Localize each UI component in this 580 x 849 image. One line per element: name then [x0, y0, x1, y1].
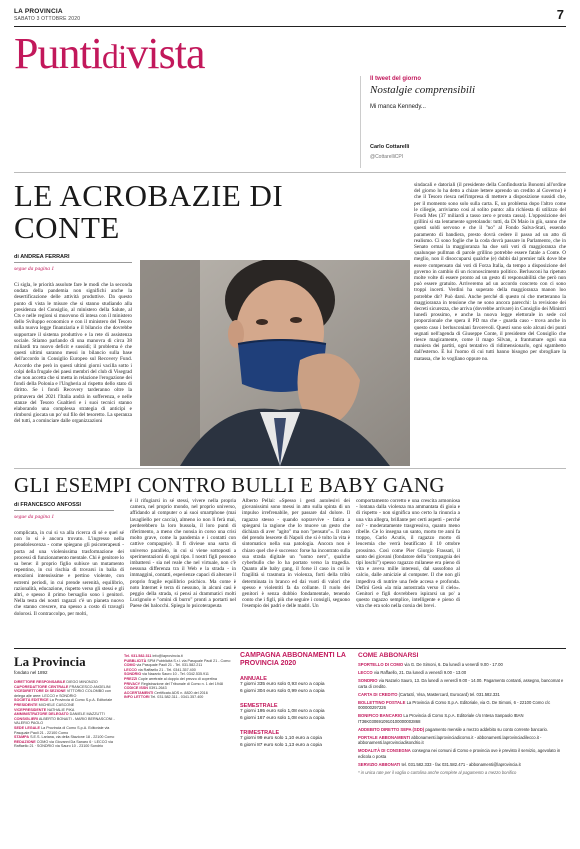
- main-article-author: di ANDREA FERRARI: [14, 254, 70, 260]
- tweet-bottom-rule: [14, 172, 566, 173]
- section-title-part2: di: [101, 39, 127, 76]
- how-item: MODALITÀ DI CONSEGNA consegna nei comuni di Como e provincia ove è previsto il servizio, agevolato in edicola o posta: [358, 748, 561, 759]
- how-item[interactable]: PORTALE ABBONAMENTI abbonamenti.laprovinciadicomo.it - abbonamenti.laprovinciadilecco.it - abbonamenti.laprovinciadisondrio.it: [358, 735, 542, 746]
- second-article-column-3: Alberto Pellai: «Spesso i gesti autolesivi dei giovanissimi sono messi in atto sulla spinta di un impulso irrefrenabile, per passare dal dolore. Il ragazzo stesso - quando sopravvive - fatica a spiegarsi la ragione che lo muove un gesto che dichiara di aver "agito" ma non "pensato"». Il caso del prendo lesecete di Napoli che si è tolto la vita è sintomatico nella sua patologia. Ancora non è chiaro quel che è successo: forse ha incontrato sulla sua strada digitale un "uomo nero", qualche cyberbullo che lo ha portato verso la tragedia. Quanto alle baby gang, il forse il caso in cui le fragilità si trasmuta in violenza, forti della tribù determinata in branco ed dai vuoti di valori che spesso e violentiti fa da collante. Il ruolo dei genitori è senza dubbio fondamentale, tenendo conto che i figli, più che seguire i consigli, seguono l'esempio dei padri e delle madri. Un: [242, 498, 350, 610]
- second-article-column-2: è il rifugiarsi in sé stessi, vivere nella propria camera, nel proprio mondo, nel proprio universo, affidando al computer o ai suoi smartphone (mai lavagliello per caccia), almeno io non li ferà mai, perderebbero la loro bussola, il loro punti di riferimento, a meno che nonsia in corso una crisi molto grave, come la pandemia e i contatti con cattive compagnie). Il fi divieue una sorta di universo parallelo, in cui si viene sottoposti a sperimentazioni di ogni tipo. I nostri figli possono imbattersi - sia nel reale che nel virtuale, non c'è nessuna differenza tra il Web e la strada - in immaggini, contatti, esperienze capaci di alterare il proprio fragile equilibrio psichico. Ma come è noto Internet è terra di nessuno, in alcuni casi è peggio della strada, si pensi ai drammatici molti Lucignolo e "omini di burro" pronti a portarti nel Paese dei balocchi. Spiega lo psicoterapeuta: [130, 498, 236, 610]
- contact-item: INFO LETTORI Tel. 031.582.311 - 0341.357.400: [124, 695, 204, 700]
- footer-contacts: [124, 654, 232, 700]
- second-article-column-4: comportamento corretto e una crescita armoniosa - lontana dalla violenza ma ammantata di gioia e di rispetto - non significa uno certo la rinuncia a una vita allegra, brillante per certi aspetti - perché no? - moderatamente trasgressiva, quanto meno ribelle. Ce lo insegna un santo, morto tre anni fa troppo, Carlo Acutis, il ragazzo morto di leucemia che verrà beatificato il 10 ottobre prossimo. Così come Pier Giorgio Frassati, il santo dei giovani (fondatore della "compagnia dei tipi loschi") spesso ragazzo milanese era pieno di vita e aveva mille interessi, dal sassofono al calcio, dalle amicizie al computer. Il che non gli impediva di nutrire una fede accesa e profonda. Definì Gesù «la mia autostrada verso il cielo». Genitori e figli dovrebbero ispirarsi un po' a questo ragazzo semplice, intelligente e pieno di vita che era solo nella corsia dei brevi.: [356, 498, 460, 610]
- subscription-quarter: TRIMESTRALE 7 giorni 99 euro solo 1,10 euro a copia 6 giorni 87 euro solo 1,13 euro a copia: [240, 730, 322, 748]
- imprint-item: STAMPA S.E.S. Lariana, via della Stazione 18 - 22100 Como: [14, 735, 115, 740]
- second-article-continue: segue da pagina 1: [14, 514, 55, 520]
- subscription-annual: ANNUALE 7 giorni 335 euro solo 0,93 euro a copia 6 giorni 304 euro solo 0,99 euro a copia: [240, 676, 325, 694]
- main-article-column-1: Ci sigla, le priorità assolute fare le modi che la seconda ondata della pandemia non significhi anche la desertificazione delle attività produttive. Da questo punto di vista le misure che si stanno studiando alla presidenza del Consiglio, al ministero della Salute, al Cts e nelle regioni si muovono di intesa con il ministero dello Sviluppo economico e con il ministero del Tesoro sulla nuova legge finanziaria e il bilancio che dovrebbe supportare il sistema produttivo e la rete di assistenza sociale. Stiamo parlando di una manovra di circa 38 miliardi tra nuovo deficit e sussidi; il problema è che questi ultimi saranno messi in bilancio sulla base dell'accordo in Consiglio Europeo sul Recovery Fund. Accordo che però in questi ultimi giorni vacilla sotto i colpi della frugale dei paesi membri del club di Visegrad che non accetta che si metta in relazione l'erogazione dei fondi della Polonia e l'Ungheria al rispetto dello stato di diritto. Se i fondi Recovery tarderanno oltre la primavera del 2021 l'Italia andrà in sofferenza, e nelle stanze del Tesoro Gualtieri e i suoi tecnici stanno elaborando una complessa strategia di anticipi e rimborsi giocata un po' sul filo del tesoretto. La speranza del tutti, a cominciare dalle organizzazioni: [14, 282, 132, 425]
- imprint-item: VICEPRESIDENTE NATHALIE PIKA: [14, 707, 75, 712]
- contact-item: Tel. 031.582.311 info@laprovincia.it: [124, 654, 183, 658]
- imprint-item: CONSIGLIERI ALBERTO BONAITI - MARIO BERNASCONI - VALERIO PAOLO: [14, 716, 115, 726]
- footer-logo: La Provincia: [14, 654, 86, 669]
- how-to-subscribe-title: COME ABBONARSI: [358, 652, 419, 659]
- subscription-title: CAMPAGNA ABBONAMENTI LA PROVINCIA 2020: [240, 652, 346, 667]
- top-rule: [14, 26, 566, 27]
- section-title-part1: Punti: [14, 29, 102, 78]
- main-author-rule: [14, 262, 132, 263]
- section-title-part3: vista: [126, 29, 205, 78]
- how-item: LECCO via Raffaello, 21. Da lunedì a venerdì 9.00 - 13.00: [358, 670, 467, 676]
- contact-item: ACCERTAMENTI Certificato ADS n. 8820 del 2016: [124, 690, 208, 695]
- how-note: * in unica rate per il vaglia o cartolina anche complete al pagamento a mezzo bonifico: [358, 770, 517, 776]
- second-article-title: GLI ESEMPI CONTRO BULLI E BABY GANG: [14, 473, 445, 497]
- how-item: SERVIZIO ABBONATI tel. 031.582.333 - fax 031.582.471 - abbonamenti@laprovincia.it: [358, 761, 521, 767]
- tweet-author: Carlo Cottarelli: [370, 144, 410, 150]
- imprint-item: SOCIETÀ EDITRICE La Provincia di Como S.p.A. Editoriale: [14, 698, 113, 703]
- masthead-date: SABATO 3 OTTOBRE 2020: [14, 16, 81, 22]
- how-item: BOLLETTINO POSTALE La Provincia di Como S.p.A. Editoriale, via G. De Simoni, 6 - 22100 Como c/c 000000297226: [358, 700, 551, 711]
- masthead-name: LA PROVINCIA: [14, 8, 63, 15]
- contact-item: CODICE ISSN 0391-2643: [124, 686, 167, 691]
- imprint-item: VICEDIRETTORE DI SEZIONE VITTORIO COLOMBO con delega alle aree: LECCO e SONDRIO: [14, 689, 112, 698]
- tweet-divider: [360, 76, 361, 168]
- imprint-item: REDAZIONE COMO via Giovanni Da Sanaro 6 · LECCO via Raffaello 21 · SONDRIO via Sauro 10 - 23100 Sondrio: [14, 739, 113, 749]
- tweet-handle[interactable]: @CottarelliCPI: [370, 154, 404, 160]
- second-article-column-1: complicata, in cui si va alla ricerca di sé e quel sé non lo si è ancora trovato. L'ingresso nella preadolescenza - come spiegano gli psicoterapeuti - porta ad una violenissima trasformazione dei processi di funzionamento mentale. Chi è genitore lo sa bene: il proprio figlio subisce un mutamento repentino, in cui rischia di trovarsi in balia di emozioni intensissime e pertino violente, con estremi periodi, in cui prende serenità, equilibrio, razionalità, educazione, rispetto verso gli stessi e gli altri, e spesso il primo bersaglio sono i genitori. Nella testa dei nostri ragazzi c'è un pianeta nuovo che stanno crescere, ma spesso a costo di travagli dolorosi. Il contraccolpo, per molti,: [14, 530, 124, 617]
- contact-item: LECCO via Raffaello 21 - Tel. 0341.357.400: [124, 667, 196, 672]
- main-article-continue: segue da pagina 1: [14, 266, 55, 272]
- second-article-top-rule: [14, 468, 566, 469]
- contact-item: SONDRIO via Nazario Sauro 10 - Tel. 0342.535.911: [124, 672, 209, 677]
- contact-item: PREZZI Copie arretrate al doppio del prezzo di copertina: [124, 676, 217, 681]
- photo-illustration: [140, 260, 410, 466]
- main-article-column-right: sindacali e datoriali (il presidente della Confindustria Bonomi all'ordine del giorno lo ha detto a chiare lettere aprendo un credito al Governo) è che il Tesoro riesca nell'impresa di mettere a disposizione sussidi che, per il momento sono solo sulla carta. E, un problema dopo l'altro come le ciliegie, arriviamo così al solito punto: alla richiesta di utilizzo del Fondi Mes (37 miliardi a tasso zero e pronta cassa). L'opposizione dei grillini si sta lentamente sgretolando: tutti, da Di Maio in giù, sanno che questi soldi servono e che il "no" al Fondo Salva-Stati, essendo paramento di bandiera, presto dovrà cedere il passo ad un atto di realismo. Ci sono foglie che la coda dovrà passare in Parlamento, che in Senato ormai la maggioranza ha due soli voti di maggioranza che qualunque pullman di parole grillino potrebbe essere fatale a Conte. O meglio, non il disoccuparsi qualche (e) dubbi dal premier talk dove bbe essere compensato dai voti di Forza Italia, da tempo a disposizione del governo in cambio di un riconoscimento politico. Berlusconi ha ripetuto molte volte di essere pronto ad un gesto di responsabilità che però non può essere gratuito. Arriveremo ad un accordo concreto con ci sono troppi incerti. Verdini ha superato della maggioranza manon loo potrebbe dir? Può darsi. Anche perché di questo ni che metteranno la maggioranza in tensione che ne sono ancora parecchi: la revisione dei decreti sicurezza, che arriva (dovrebbe arrivare) in Consiglio dei Ministri lunedì prossimo, e anche la nuova legge elettorale in sede col proporzionale che spera il PD ma che - guarda caso - trova anche in questo caso i berlusconiani favorevoli. Questi sono solo alcuni dei punti segnati nell'agenda di Giuseppe Conte, il presidente del Consiglio che riesce magicamente, come il mago Silvan, a frantumare ogni sua maniera dei partiti, ogni tentativo di ridimensionarlo, ogni sgambetto dall'esterno. È lui l'uomo di cui tutti hanno bisogno per sbrogliare la matassa, che lo vogliano oppure no.: [414, 182, 566, 362]
- article-photo: [140, 260, 410, 466]
- tweet-label: Il tweet del giorno: [370, 76, 422, 82]
- subscription-semester: SEMESTRALE 7 giorni 195 euro solo 1,08 euro a copia 6 giorni 167 euro solo 1,08 euro a copia: [240, 703, 325, 721]
- how-item: BONIFICO BANCARIO La Provincia di Como S.p.A. Editoriale c/o Intesa Sanpaolo IBAN IT36K0306910910100000002868: [358, 713, 524, 724]
- tweet-headline: Nostalgie comprensibili: [370, 84, 476, 96]
- how-item: CARTA DI CREDITO (CartaSì, Visa, Mastercard, Eurocard) tel. 031.582.331: [358, 691, 500, 697]
- footer-imprint: [14, 680, 118, 749]
- how-to-subscribe: [358, 652, 568, 778]
- how-item: SONDRIO via Nazario Sauro, 13. Da lunedì a venerdì 9.00 - 14.00. Pagamento contanti, assegno, bancomat e carta di credito.: [358, 678, 564, 689]
- tweet-text: Mi manca Kennedy...: [370, 104, 426, 110]
- second-author-rule: [14, 510, 114, 511]
- footer-founded: fondato nel 1892: [14, 670, 48, 675]
- subscription-campaign: [240, 652, 352, 749]
- imprint-item: PRESIDENTE MICHELE CASCONE: [14, 702, 75, 707]
- main-article-title: LE ACROBAZIE DI CONTE: [14, 178, 284, 245]
- imprint-item: CAPOREDATTORE CENTRALE FRANCESCO ANGELINI: [14, 684, 111, 689]
- imprint-item: SEDE LEGALE La Provincia di Como S.p.A. Editoriale via Pasquale Paoli 21 - 22100 Como: [14, 725, 110, 735]
- imprint-item: AMMINISTRATORE DELEGATO DANIELE MAZZUTTI: [14, 712, 105, 717]
- how-item: ADDEBITO DIRETTO SEPA (SDD) pagamento mensile a mezzo addebito su conto corrente bancario.: [358, 726, 549, 732]
- contact-item: PRIVACY Registrazione del Tribunale di Como n. 1 del 1948: [124, 681, 223, 686]
- footer-rule: [14, 648, 566, 649]
- how-item: SPORTELLO DI COMO via G. De Simoni, 6. Da lunedì a venerdì 9.00 - 17.00: [358, 662, 503, 667]
- contact-item: PUBBLICITÀ SPM Pubblicità S.r.l. via Pasquale Paoli 21 - Como: [124, 658, 231, 663]
- section-title: [14, 29, 205, 78]
- second-article-author: di FRANCESCO ANFOSSI: [14, 502, 82, 508]
- contact-item: COMO via Pasquale Paoli 21 - Tel. 031.582.211: [124, 663, 203, 668]
- page-number: 7: [556, 7, 564, 22]
- imprint-item: DIRETTORE RESPONSABILE DIEGO MINONZIO: [14, 680, 98, 684]
